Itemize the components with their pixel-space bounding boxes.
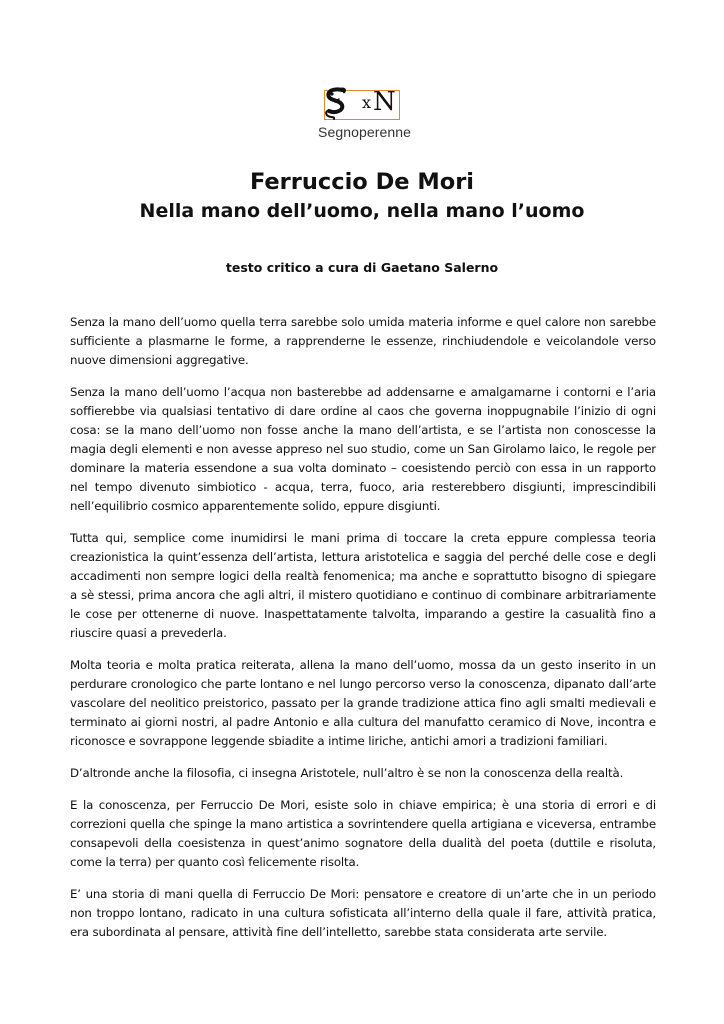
- body-text: [70, 313, 656, 955]
- paragraph: Senza la mano dell’uomo quella terra sarebbe solo umida materia informe e quel calore non sarebbe sufficiente a plasmarne le forme, a rapprenderne le essenze, rinchiudendole e veicolandole verso nuove dimensioni aggregative.: [70, 315, 656, 367]
- paragraph: Tutta qui, semplice come inumidirsi le mani prima di toccare la creta eppure complessa teoria creazionistica la quint’essenza dell’artista, lettura aristotelica e saggia del perché delle cose e degli accadimenti non sempre logici della realtà fenomenica; ma anche e soprattutto bisogno di spiegare a sè stessi, prima ancora che agli altri, il mistero quotidiano e continuo di combinare arbitrariamente le cose per ottenerne di nuove. Inaspettatamente talvolta, imparando a gestire la casualità fino a riuscire quasi a prevederla.: [70, 531, 656, 640]
- logo-x-letter: x: [362, 93, 372, 112]
- document-title: Ferruccio De Mori: [249, 169, 475, 195]
- paragraph: E’ una storia di mani quella di Ferruccio De Mori: pensatore e creatore di un’arte che in un periodo non troppo lontano, radicato in una cultura sofisticata all’interno della quale il fare, attività pratica, era subordinata al pensare, attività fine dell’intelletto, sarebbe stata considerata arte servile.: [70, 887, 656, 939]
- logo-brand-name: Segnoperenne: [318, 124, 412, 140]
- logo-n-letter: N: [373, 87, 396, 117]
- segnoperenne-logo: [318, 86, 412, 146]
- paragraph: E la conoscenza, per Ferruccio De Mori, esiste solo in chiave empirica; è una storia di errori e di correzioni quella che spinge la mano artistica a sovrintendere quella artigiana e viceversa, entrambe consapevoli della coesistenza in quest’animo sognatore della dualità del poeta (duttile e risoluta, come la terra) per quanto così felicemente risolta.: [70, 798, 656, 869]
- paragraph: D’altronde anche la filosofia, ci insegna Aristotele, null’altro è se non la conoscenza della realtà.: [70, 766, 624, 780]
- author-credit: testo critico a cura di Gaetano Salerno: [225, 260, 499, 275]
- paragraph: Senza la mano dell’uomo l’acqua non basterebbe ad addensarne e amalgamarne i contorni e l’aria soffierebbe via qualsiasi tentativo di dare ordine al caos che governa inoppugnabile l’inizio di ogni cosa: se la mano dell’uomo non fosse anche la mano dell’artista, e se l’artista non conoscesse la magia degli elementi e non avesse appreso nel suo studio, come un San Girolamo laico, le regole per dominare la materia essendone a sua volta dominato – coesistendo perciò con essa in un rapporto nel tempo divenuto simbiotico - acqua, terra, fuoco, aria resterebbero disgiunti, imprescindibili nell’equilibrio cosmico apparentemente solido, eppure disgiunti.: [70, 385, 656, 513]
- document-subtitle: Nella mano dell’uomo, nella mano l’uomo: [139, 200, 585, 222]
- sxn-brush-mark-icon: [320, 86, 354, 122]
- paragraph: Molta teoria e molta pratica reiterata, allena la mano dell’uomo, mossa da un gesto inserito in un perdurare cronologico che parte lontano e nel lungo percorso verso la conoscenza, dipanato dall’arte vascolare del neolitico preistorico, passato per la grande tradizione attica fino agli smalti medievali e terminato ai giorni nostri, al padre Antonio e alla cultura del manufatto ceramico di Nove, incontra e riconosce e sovrappone leggende sbiadite a intime liriche, antichi amori a tradizioni familiari.: [70, 658, 656, 748]
